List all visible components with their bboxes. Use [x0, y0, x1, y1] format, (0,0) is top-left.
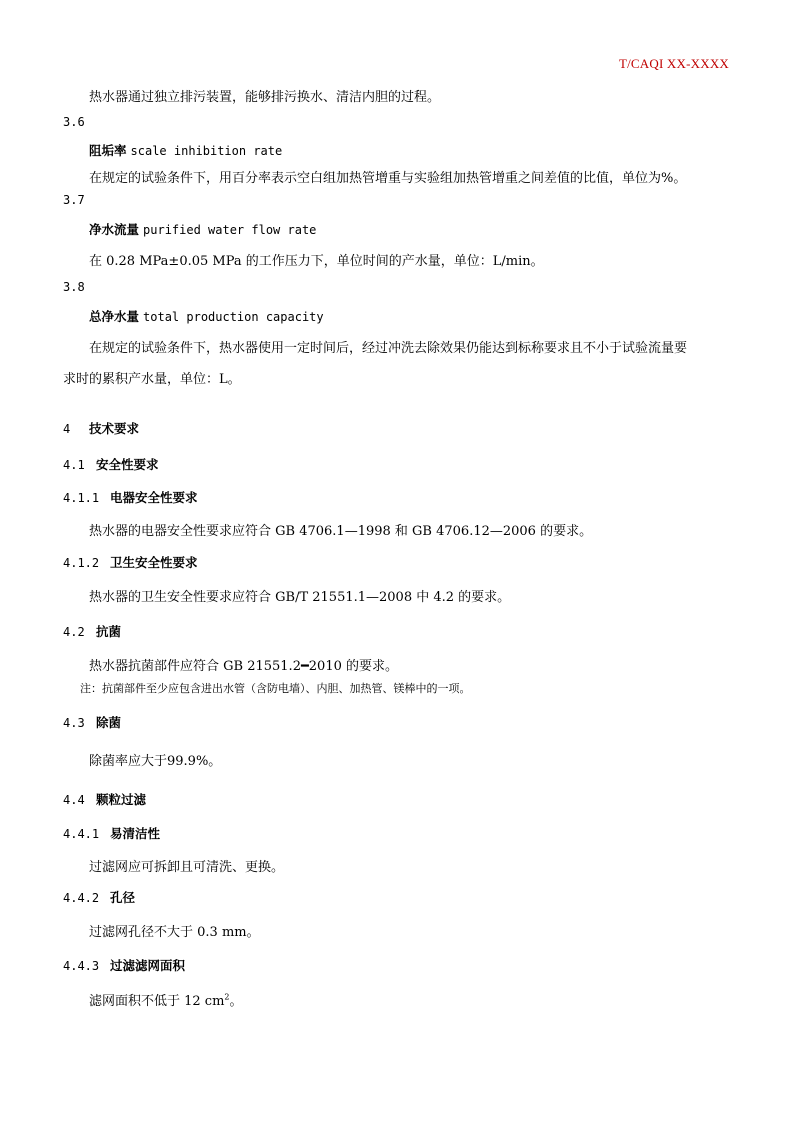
section-heading — [63, 713, 121, 731]
section-title: 技术要求 — [89, 421, 140, 436]
section-heading — [63, 888, 135, 906]
note: 注：抗菌部件至少应包含进出水管（含防电墙）、内胆、加热管、镁棒中的一项。 — [80, 682, 471, 695]
paragraph: 过滤网孔径不大于 0.3 mm。 — [89, 925, 260, 940]
section-heading — [63, 790, 146, 808]
section-number: 4.4.2 — [63, 891, 100, 905]
paragraph — [89, 990, 243, 1009]
paragraph: 在规定的试验条件下，用百分率表示空白组加热管增重与实验组加热管增重之间差值的比值，单位为%。 — [89, 171, 687, 186]
section-heading — [63, 455, 159, 473]
paragraph: 除菌率应大于99.9%。 — [89, 754, 222, 769]
paragraph: 热水器的卫生安全性要求应符合 GB/T 21551.1—2008 中 4.2 的要求。 — [89, 590, 511, 605]
section-title: 安全性要求 — [96, 457, 159, 472]
section-number: 4.1.1 — [63, 491, 100, 505]
section-title: 颗粒过滤 — [96, 792, 147, 807]
clause-number: 3.8 — [63, 280, 85, 294]
section-title: 抗菌 — [96, 624, 122, 639]
paragraph: 在 0.28 MPa±0.05 MPa 的工作压力下，单位时间的产水量，单位：L/min。 — [89, 254, 544, 269]
section-title: 电器安全性要求 — [110, 490, 198, 505]
section-heading — [63, 956, 185, 974]
paragraph: 在规定的试验条件下，热水器使用一定时间后，经过冲洗去除效果仍能达到标称要求且不小于试验流量要 — [89, 341, 688, 356]
term-chinese: 总净水量 — [89, 309, 140, 324]
paragraph-text: 滤网面积不低于 12 cm — [89, 994, 225, 1009]
term-english: total production capacity — [143, 310, 324, 324]
paragraph-tail: 。 — [229, 994, 243, 1009]
paragraph: 热水器的电器安全性要求应符合 GB 4706.1—1998 和 GB 4706.12—2006 的要求。 — [89, 524, 593, 539]
paragraph: 热水器通过独立排污装置，能够排污换水、清洁内胆的过程。 — [89, 90, 441, 105]
section-heading — [63, 622, 121, 640]
section-number: 4.4.1 — [63, 827, 100, 841]
term-entry — [89, 306, 324, 325]
section-heading — [63, 824, 160, 842]
paragraph: 过滤网应可拆卸且可清洗、更换。 — [89, 860, 285, 875]
paragraph: 求时的累积产水量，单位：L。 — [63, 372, 241, 387]
section-number: 4.3 — [63, 716, 85, 730]
term-english: scale inhibition rate — [130, 144, 283, 158]
term-chinese: 净水流量 — [89, 222, 140, 237]
paragraph: 热水器抗菌部件应符合 GB 21551.2━2010 的要求。 — [89, 659, 399, 674]
term-entry — [89, 140, 282, 159]
clause-number: 3.6 — [63, 115, 85, 129]
term-english: purified water flow rate — [143, 223, 317, 237]
section-title: 卫生安全性要求 — [110, 555, 198, 570]
clause-number: 3.7 — [63, 193, 85, 207]
section-title: 过滤滤网面积 — [110, 958, 186, 973]
section-number: 4.1.2 — [63, 556, 100, 570]
section-title: 易清洁性 — [110, 826, 161, 841]
section-number: 4.1 — [63, 458, 85, 472]
section-heading — [63, 419, 139, 437]
section-number: 4.4 — [63, 793, 85, 807]
section-number: 4 — [63, 422, 71, 436]
section-title: 除菌 — [96, 715, 122, 730]
section-title: 孔径 — [110, 890, 136, 905]
section-number: 4.2 — [63, 625, 85, 639]
term-entry — [89, 219, 316, 238]
superscript: 2 — [224, 992, 230, 1002]
section-number: 4.4.3 — [63, 959, 100, 973]
section-heading — [63, 488, 198, 506]
section-heading — [63, 553, 198, 571]
document-code: T/CAQI XX-XXXX — [618, 56, 729, 71]
term-chinese: 阻垢率 — [89, 143, 127, 158]
